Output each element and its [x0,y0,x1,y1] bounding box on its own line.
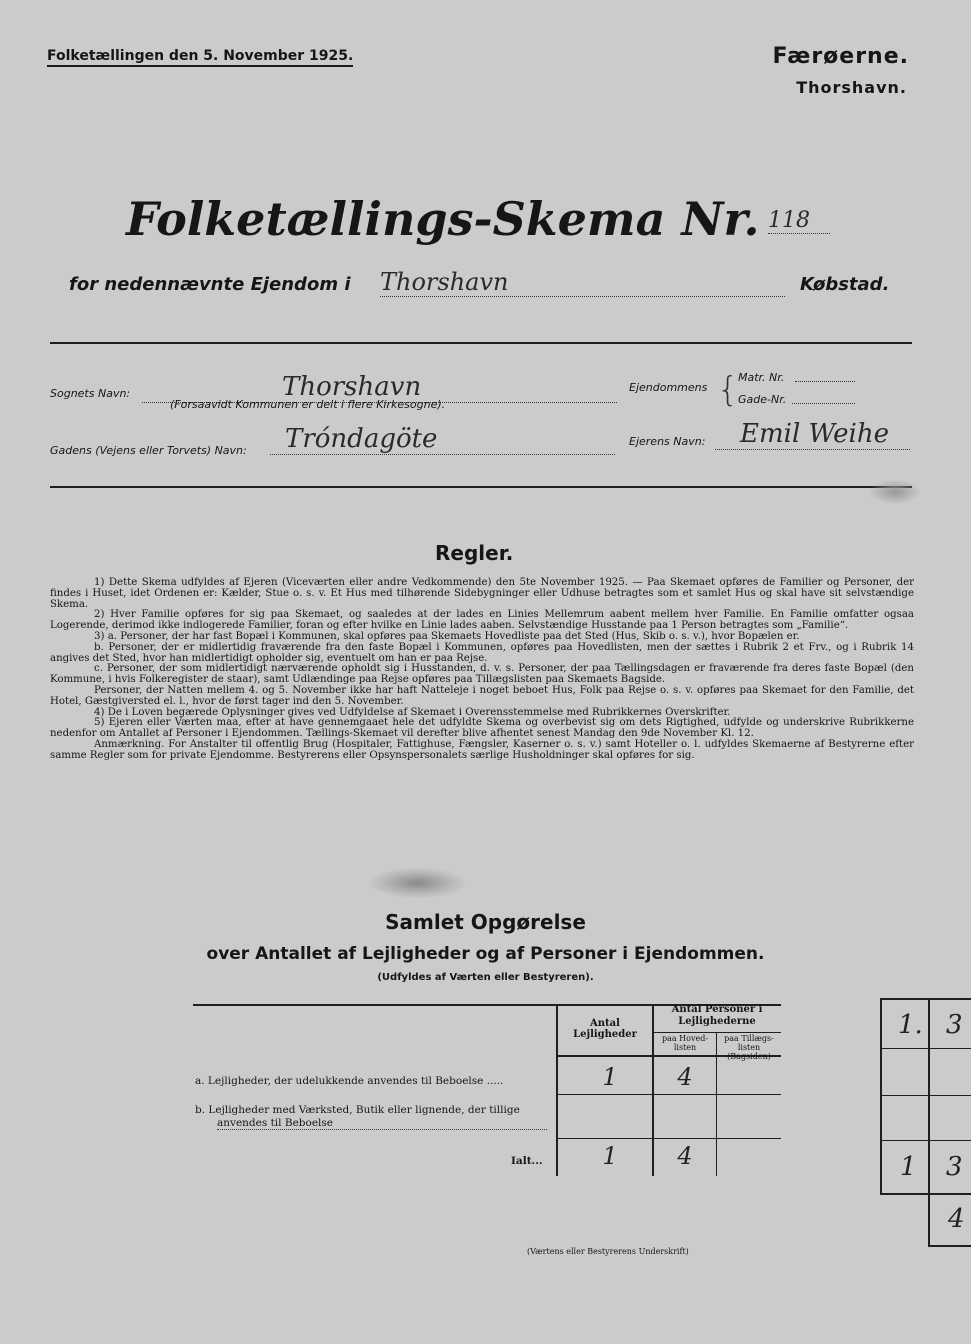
regel-3c: c. Personer, der som midlertidigt nærværende opholdt sig i Husstanden, d. v. s. Personer, der paa Tællingsdagen er fraværende fra deres faste Bopæl (den Kommune, i hvis Folkeregister de staar), samt Udlændinge paa Rejse opføres paa Tillægslisten paa Skemaets Bagside. [50,663,914,686]
side-r4c2: 4 [948,1204,965,1234]
side-table-row-1 [880,1048,971,1049]
col-personer: Antal Personer i Lejlighederne [671,1004,763,1027]
regel-3d: Personer, der Natten mellem 4. og 5. November ikke har haft Natteleje i noget beboet Hus, Folk paa Rejse o. s. v. opføres paa Skemaet for den Familie, det Hotel, Gæstgiversted el. l., hvor de først tager ind den 5. November. [50,684,914,707]
row-total-label: Ialt... [511,1155,543,1167]
summary-title: Samlet Opgørelse [385,910,586,934]
region-header: Færøerne. [772,44,909,69]
gade-value: Tróndagöte [270,424,615,455]
table-row-line-2 [556,1138,781,1139]
sogn-value: Thorshavn [142,372,617,403]
matr-label: Matr. Nr. [738,371,785,384]
side-r3c1: 1 [900,1152,917,1182]
regel-5: 5) Ejeren eller Værten maa, efter at have gennemgaaet hele det udfyldte Skema og overbevist sig om dets Rigtighed, udfylde og underskrive Rubrikkerne nedenfor om Antallet af Personer i Ejendommen. Tællings-Skemaet vil derefter blive afhentet senest Mandag den 9de November Kl. 12. [50,717,914,740]
gade-nr-label: Gade-Nr. [738,393,787,406]
ejer-label: Ejerens Navn: [629,435,706,448]
side-table-top [880,998,971,1000]
ejendom-label: Ejendommens [629,381,708,394]
property-suffix: Købstad. [800,274,890,295]
form-title-label: Folketællings-Skema Nr. [126,192,760,246]
signature-label: (Værtens eller Bestyrerens Underskrift) [527,1247,689,1256]
matr-value-line [795,381,855,382]
table-row-line-1 [556,1094,781,1095]
side-table-row-4 [880,1193,971,1195]
col-lejligheder: Antal Lejligheder [573,1018,637,1040]
regel-3a: 3) a. Personer, der har fast Bopæl i Kommunen, skal opføres paa Skemaets Hovedliste paa det Sted (Hus, Skib o. s. v.), hvor Bopælen er. [94,630,800,642]
col-hovedlisten: paa Hoved-listen [661,1034,709,1052]
regler-text [50,578,914,762]
ink-smudge [370,868,465,898]
regel-1: 1) Dette Skema udfyldes af Ejeren (Viceværten eller andre Vedkommende) den 5te November 1925. — Paa Skemaet opføres de Familier og Personer, der findes i Huset, idet Ordenen er: Kælder, Stue o. s. v. Et Hus med tilhørende Sidebygninger eller Udhuse betragtes som et samlet Hus og skal have sit selvstændige Skema. [50,577,914,610]
row-a-lejligheder: 1 [602,1063,618,1091]
form-title [126,192,760,246]
side-table-row-3 [880,1140,971,1141]
side-table-mid [928,998,930,1246]
regel-2: 2) Hver Familie opføres for sig paa Skemaet, og saaledes at der lades en Linies Mellemrum aabent mellem hver Familie. En Familie omfatter ogsaa Logerende, derimod ikke indlogerede Familier, foran og efter hvilke en Linie lades aaben. Selvstændige Husstande paa 1 Person betragtes som „Familie“. [50,609,914,632]
side-table-row-2 [880,1095,971,1096]
gade-nr-value-line [792,403,855,404]
property-value: Thorshavn [380,268,785,297]
table-col-line-2 [652,1004,654,1176]
side-r3c2: 3 [946,1152,963,1182]
side-r1c2: 3 [946,1010,963,1040]
col-tillaeg: paa Tillægs-listen (Bagsiden) [724,1034,774,1061]
regel-3b: b. Personer, der er midlertidig fraværende fra den faste Bopæl i Kommunen, opføres paa Hovedlisten, men der sættes i Rubrik 2 et Frv., og i Rubrik 14 angives det Sted, hvor han midlertidigt opholder sig, eventuelt om han er paa Rejse. [50,641,914,664]
summary-note: (Udfyldes af Værten eller Bestyreren). [377,972,594,983]
side-r1c1: 1. [898,1010,923,1040]
property-prefix: for nedennævnte Ejendom i [69,274,351,295]
sogn-label: Sognets Navn: [50,387,131,400]
divider-top [50,342,912,344]
side-table-bottom [928,1245,971,1247]
table-subhead-line [654,1032,781,1033]
regler-title: Regler. [435,541,514,565]
census-date-header: Folketællingen den 5. November 1925. [47,48,353,67]
regel-4: 4) De i Loven begærede Oplysninger gives ved Udfyldelse af Skemaet i Overensstemmelse med Rubrikkernes Overskrifter. [94,706,731,718]
total-hovedlisten: 4 [677,1142,693,1170]
row-a-label: a. Lejligheder, der udelukkende anvendes til Beboelse ..... [195,1075,504,1087]
ink-smudge-2 [870,480,920,504]
row-b-label-2: anvendes til Beboelse [217,1117,547,1130]
town-header: Thorshavn. [796,78,907,97]
total-lejligheder: 1 [602,1142,618,1170]
gade-label: Gadens (Vejens eller Torvets) Navn: [50,444,247,457]
side-table-left [880,998,882,1194]
row-b-label-1: b. Lejligheder med Værksted, Butik eller lignende, der tillige [195,1104,520,1116]
brace-icon: { [717,370,739,410]
divider-middle [50,486,912,488]
table-col-line-1 [556,1004,558,1176]
form-number: 118 [768,208,830,234]
anmaerkning: Anmærkning. For Anstalter til offentlig Brug (Hospitaler, Fattighuse, Fængsler, Kaserner o. s. v.) samt Hoteller o. l. udfyldes Skemaerne af Bestyrerne efter samme Regler som for private Ejendomme. Bestyrerens eller Opsynspersonalets særlige Husholdninger skal opføres for sig. [50,738,914,761]
ejer-value: Emil Weihe [715,419,910,450]
sogn-note: (Forsaavidt Kommunen er delt i flere Kirkesogne). [170,398,446,411]
row-a-hovedlisten: 4 [677,1063,693,1091]
summary-subtitle: over Antallet af Lejligheder og af Personer i Ejendommen. [206,944,765,964]
